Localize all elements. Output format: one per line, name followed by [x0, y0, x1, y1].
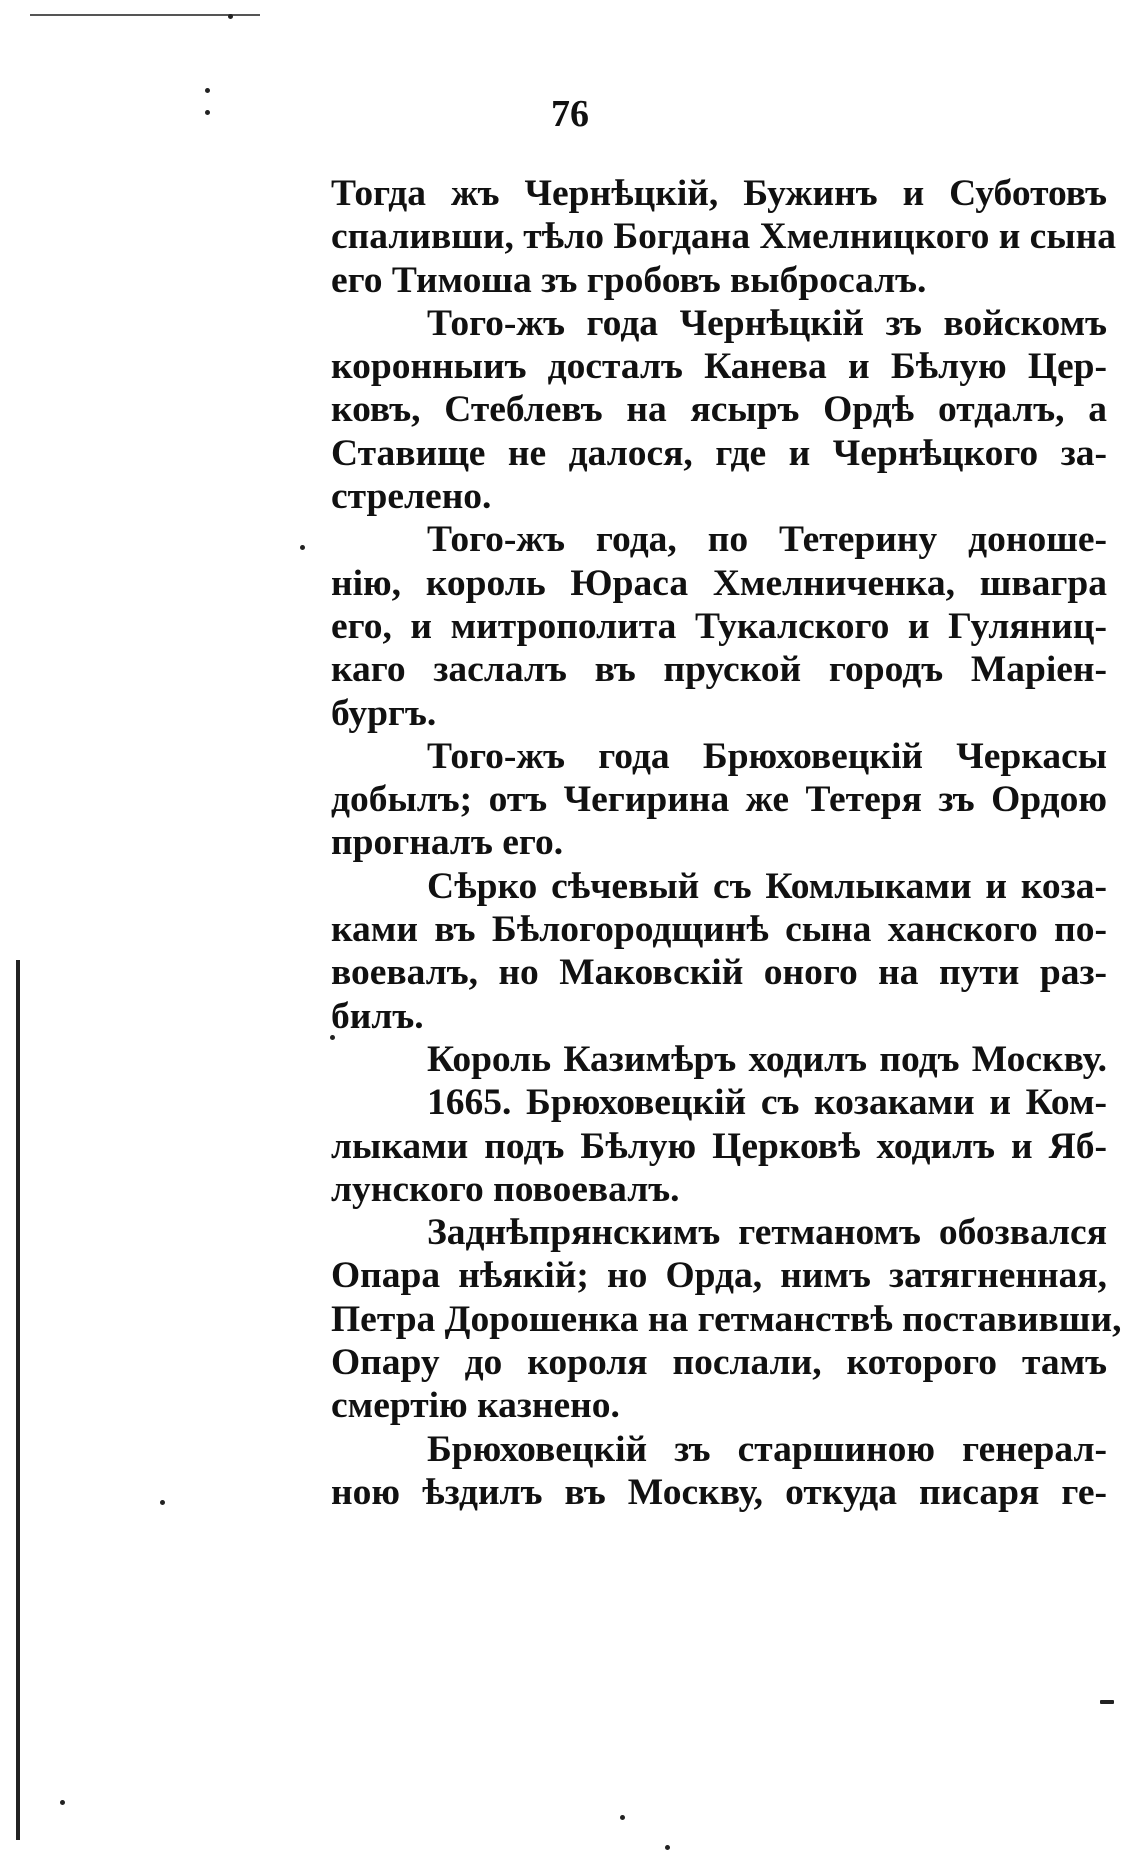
- scan-edge-rule: [30, 14, 260, 16]
- text-line: бургъ.: [331, 692, 437, 734]
- scan-speck: [160, 1500, 165, 1505]
- text-line: его, и митрополита Тукалского и Гуляниц-: [331, 605, 1107, 647]
- text-line: Король Казимѣръ ходилъ подъ Москву.: [427, 1038, 1107, 1080]
- text-line: лунского повоевалъ.: [331, 1168, 680, 1210]
- text-line: ною ѣздилъ въ Москву, откуда писаря ге-: [331, 1471, 1107, 1513]
- text-line: Брюховецкій зъ старшиною генерал-: [427, 1428, 1107, 1470]
- text-line: прогналъ его.: [331, 822, 564, 864]
- scan-speck: [228, 14, 233, 19]
- text-line: Тогда жъ Чернѣцкій, Бужинъ и Суботовъ: [331, 173, 1107, 214]
- text-line: спаливши, тѣло Богдана Хмелницкого и сына: [331, 216, 1116, 258]
- scan-speck: [665, 1845, 670, 1850]
- text-line: стрелено.: [331, 476, 492, 518]
- scan-speck: [620, 1815, 625, 1820]
- text-line: Опара нѣякій; но Орда, нимъ затягненная,: [331, 1255, 1107, 1297]
- text-line: Ставище не далося, где и Чернѣцкого за-: [331, 432, 1107, 474]
- page-number: 76: [551, 93, 589, 135]
- body-text: [331, 172, 1122, 1514]
- text-line: билъ.: [331, 995, 424, 1037]
- text-line: Того-жъ года Брюховецкій Черкасы: [427, 735, 1107, 777]
- text-line: смертію казнено.: [331, 1385, 620, 1427]
- scan-speck: [60, 1800, 65, 1805]
- text-line: лыками подъ Бѣлую Церковѣ ходилъ и Яб-: [331, 1125, 1107, 1167]
- text-line: ками въ Бѣлогородщинѣ сына ханского по-: [331, 909, 1107, 951]
- scan-margin-rule: [16, 960, 20, 1840]
- text-line: Сѣрко сѣчевый съ Комлыками и коза-: [427, 865, 1107, 907]
- scan-speck: [1100, 1700, 1114, 1704]
- text-line: его Тимоша зъ гробовъ выбросалъ.: [331, 259, 927, 301]
- text-line: Опару до короля послали, которого тамъ: [331, 1342, 1107, 1384]
- text-line: Того-жъ года Чернѣцкій зъ войскомъ: [427, 302, 1107, 344]
- text-line: ковъ, Стеблевъ на ясыръ Ордѣ отдалъ, а: [331, 389, 1107, 431]
- text-line: воевалъ, но Маковскій оного на пути раз-: [331, 952, 1107, 994]
- text-line: каго заслалъ въ пруской городъ Маріен-: [331, 649, 1107, 691]
- text-line: Того-жъ года, по Тетерину доноше-: [427, 519, 1107, 561]
- text-line: Заднѣпрянскимъ гетманомъ обозвался: [427, 1212, 1107, 1254]
- scan-speck: [300, 545, 305, 550]
- text-line: 1665. Брюховецкій съ козаками и Ком-: [427, 1082, 1107, 1124]
- text-line: добылъ; отъ Чегирина же Тетеря зъ Ордою: [331, 779, 1107, 821]
- text-line: коронныиъ досталъ Канева и Бѣлую Цер-: [331, 346, 1107, 388]
- text-line: Петра Дорошенка на гетманствѣ поставивши,: [331, 1298, 1122, 1340]
- text-line: нію, король Юраса Хмелниченка, швагра: [331, 562, 1107, 604]
